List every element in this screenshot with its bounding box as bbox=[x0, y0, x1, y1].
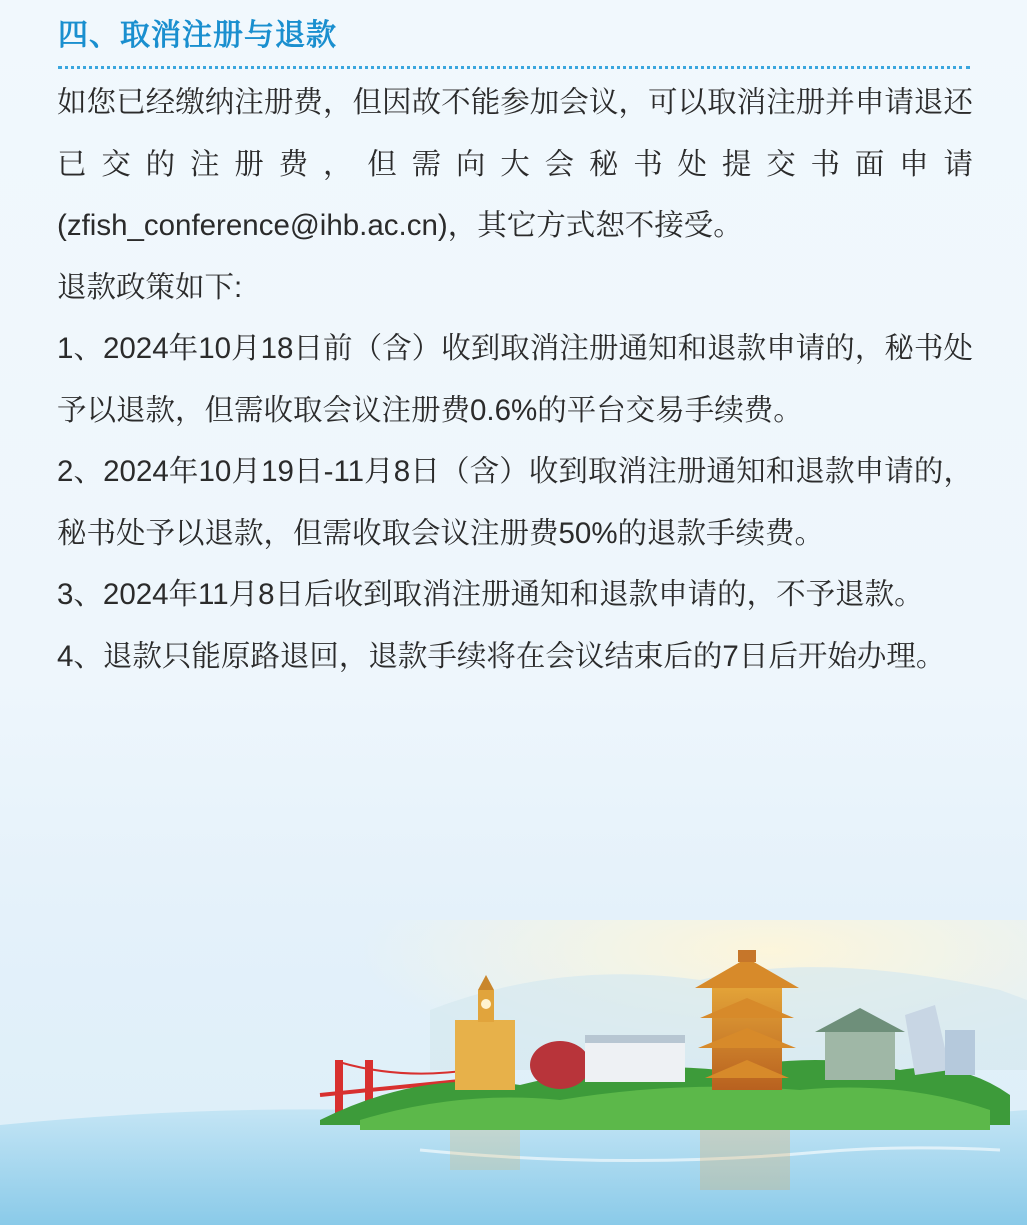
paragraph-policy-4: 4、退款只能原路退回，退款手续将在会议结束后的7日后开始办理。 bbox=[57, 639, 946, 673]
landscape-illustration bbox=[0, 920, 1027, 1225]
paragraph-policy-1: 1、2024年10月18日前（含）收到取消注册通知和退款申请的，秘书处予以退款，但需收取会议注册费0.6%的平台交易手续费。 bbox=[57, 332, 973, 427]
paragraph-policy-heading: 退款政策如下: bbox=[57, 270, 243, 304]
paragraph-policy-3: 3、2024年11月8日后收到取消注册通知和退款申请的，不予退款。 bbox=[57, 578, 924, 611]
paragraph-policy-2: 2、2024年10月19日-11月8日（含）收到取消注册通知和退款申请的，秘书处予以退款，但需收取会议注册费50%的退款手续费。 bbox=[57, 455, 973, 550]
title-divider bbox=[58, 66, 970, 69]
paragraph-intro: 如您已经缴纳注册费，但因故不能参加会议，可以取消注册并申请退还已交的注册费，但需向大会秘书处提交书面申请(zfish_conference@ihb.ac.cn)，其它方式恕不接受。 bbox=[57, 86, 973, 242]
section-title: 四、取消注册与退款 bbox=[58, 19, 337, 52]
body-text bbox=[57, 72, 973, 687]
